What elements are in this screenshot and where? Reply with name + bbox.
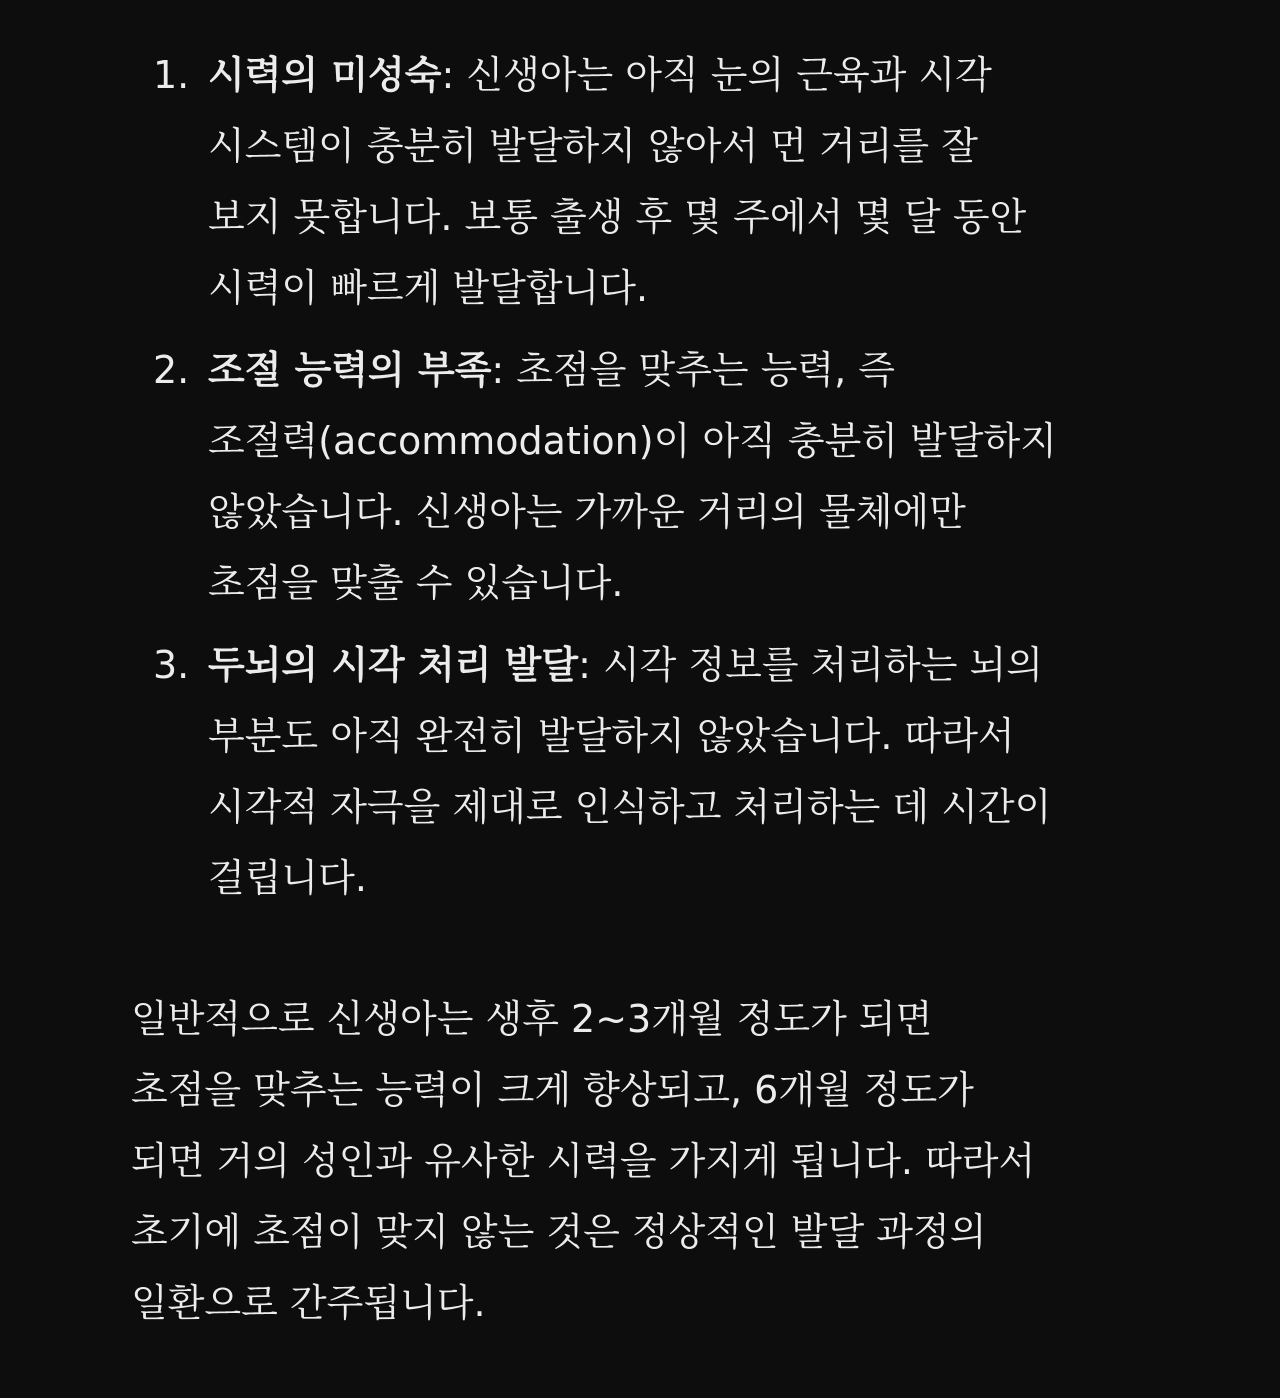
list-item-text: : 시각 정보를 처리하는 뇌의	[578, 643, 1043, 687]
list-number: 3.	[153, 643, 190, 687]
list-item-text: 시력이 빠르게 발달합니다.	[208, 266, 649, 310]
list-item-text: 초점을 맞출 수 있습니다.	[208, 561, 624, 605]
list-item	[131, 40, 1201, 324]
list-number: 2.	[153, 348, 190, 392]
list-item	[131, 630, 1201, 914]
list-item-text: 부분도 아직 완전히 발달하지 않았습니다. 따라서	[208, 714, 1015, 758]
list-item-first-line	[208, 630, 1201, 701]
list-item-text: 보지 못합니다. 보통 출생 후 몇 주에서 몇 달 동안	[208, 195, 1027, 239]
list-number: 1.	[153, 53, 190, 97]
list-item-text: : 초점을 맞추는 능력, 즉	[491, 348, 895, 392]
list-item-first-line	[208, 335, 1201, 406]
list-item-first-line	[208, 40, 1201, 111]
summary-line: 되면 거의 성인과 유사한 시력을 가지게 됩니다. 따라서	[131, 1139, 1036, 1183]
list-item-text: 시스템이 충분히 발달하지 않아서 먼 거리를 잘	[208, 124, 978, 168]
summary-line: 일환으로 간주됩니다.	[131, 1281, 486, 1325]
list-item-text: 조절력(accommodation)이 아직 충분히 발달하지	[208, 419, 1057, 463]
list-item-text: 시각적 자극을 제대로 인식하고 처리하는 데 시간이	[208, 785, 1052, 829]
list-item-text: 걸립니다.	[208, 856, 367, 900]
summary-paragraph	[131, 984, 1191, 1339]
list-item-term: 조절 능력의 부족	[208, 348, 492, 392]
message-content	[131, 40, 1201, 1377]
summary-line: 일반적으로 신생아는 생후 2~3개월 정도가 되면	[131, 997, 933, 1041]
list-item-text: : 신생아는 아직 눈의 근육과 시각	[441, 53, 992, 97]
numbered-list	[131, 40, 1201, 914]
list-item-term: 시력의 미성숙	[208, 53, 442, 97]
list-item-term: 두뇌의 시각 처리 발달	[208, 643, 579, 687]
list-item-text: 않았습니다. 신생아는 가까운 거리의 물체에만	[208, 490, 966, 534]
list-item	[131, 335, 1201, 619]
summary-line: 초기에 초점이 맞지 않는 것은 정상적인 발달 과정의	[131, 1210, 987, 1254]
summary-line: 초점을 맞추는 능력이 크게 향상되고, 6개월 정도가	[131, 1068, 974, 1112]
